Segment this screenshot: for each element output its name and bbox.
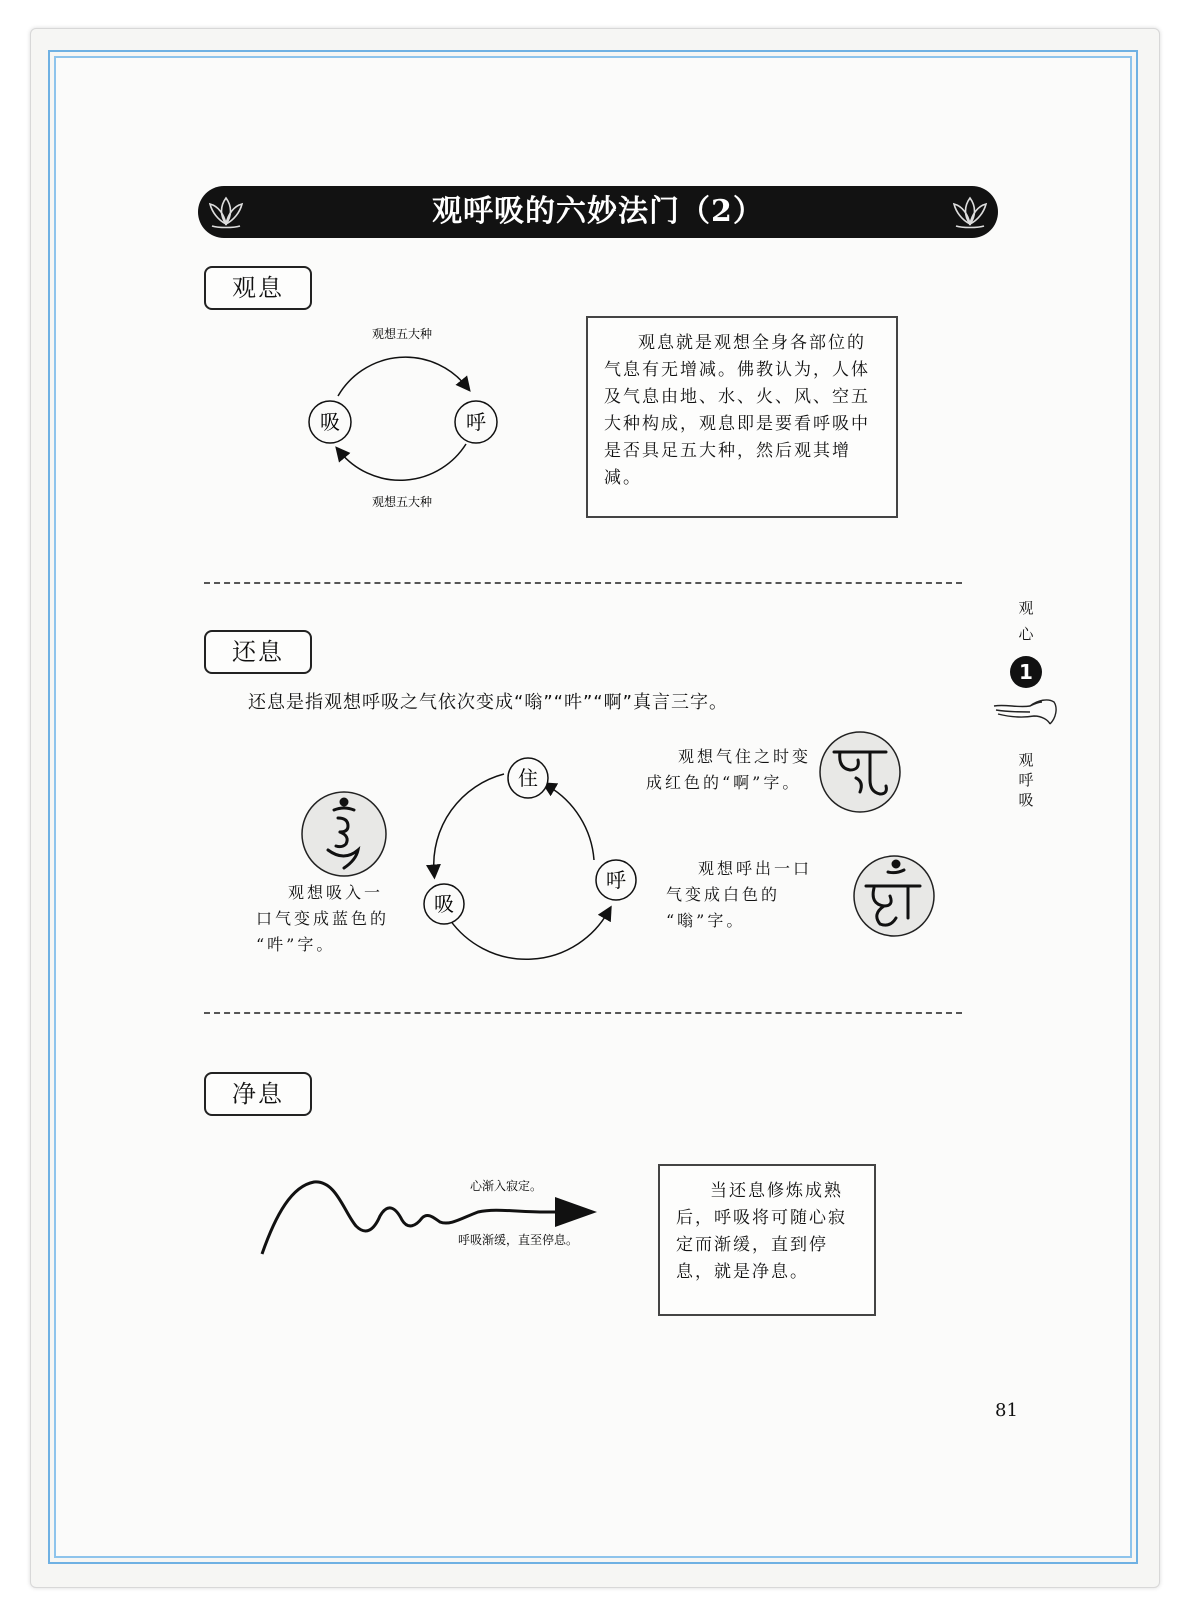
- note-hu: [666, 856, 812, 934]
- wave-label-upper: 心渐入寂定。: [470, 1179, 543, 1193]
- wave-label-lower: 呼吸渐缓，直至停息。: [458, 1233, 579, 1247]
- guanxi-text-box: [586, 316, 898, 518]
- jingxi-paragraph: 当还息修炼成熟后，呼吸将可随心寂定而渐缓，直到停息，就是净息。: [676, 1181, 847, 1282]
- note-xi: [256, 880, 389, 958]
- guanxi-cycle-diagram: [300, 324, 530, 514]
- section-divider: [204, 582, 962, 584]
- lotus-icon: [204, 190, 248, 234]
- ah-syllable-medallion: [816, 728, 904, 816]
- sidebar-char: 吸: [1018, 791, 1034, 809]
- hum-syllable-medallion: [298, 788, 390, 880]
- node-label-zhu: 住: [518, 766, 538, 790]
- section-divider: [204, 1012, 962, 1014]
- node-label-hu: 呼: [606, 868, 626, 892]
- cycle-arrow-xi-to-hu: [450, 912, 608, 959]
- node-label-xi: 吸: [320, 410, 340, 434]
- cycle-arrow-hu-to-zhu: [548, 786, 594, 860]
- note-hu-line: 观想呼出一口: [698, 859, 813, 878]
- page-title-bar: [198, 186, 998, 238]
- sidebar-char: 观: [1018, 599, 1034, 617]
- note-xi-line: 口气变成蓝色的: [256, 909, 390, 928]
- section-tag-guanxi: 观息: [204, 266, 312, 310]
- guanxi-paragraph: 观息就是观想全身各部位的气息有无增减。佛教认为，人体及气息由地、水、火、风、空五大种构成，观息即是要看呼吸中是否具足五大种，然后观其增减。: [604, 333, 870, 488]
- section-tag-jingxi: 净息: [204, 1072, 312, 1116]
- note-hu-line: “嗡”字。: [666, 911, 746, 930]
- sidebar-char: 观: [1018, 751, 1034, 769]
- note-xi-line: 观想吸入一: [288, 883, 384, 902]
- page-number: 81: [995, 1400, 1018, 1421]
- note-zhu: [646, 744, 811, 796]
- huanxi-cycle-diagram: [420, 752, 640, 974]
- node-label-xi: 吸: [434, 892, 454, 916]
- lotus-icon: [948, 190, 992, 234]
- bottom-arrow-label: 观想五大种: [371, 495, 433, 509]
- cycle-arrow-bottom: [340, 444, 466, 480]
- om-syllable-medallion: [850, 852, 938, 940]
- top-arrow-label: 观想五大种: [371, 327, 433, 341]
- open-hand-icon: [990, 690, 1062, 730]
- sidebar-char: 呼: [1018, 771, 1034, 789]
- node-label-hu: 呼: [466, 410, 486, 434]
- breath-wave-diagram: [256, 1168, 616, 1258]
- jingxi-text-box: [658, 1164, 876, 1316]
- cycle-arrow-top: [338, 357, 466, 396]
- section-tag-huanxi: 还息: [204, 630, 312, 674]
- sidebar-char: 心: [1018, 625, 1034, 643]
- note-zhu-line: 成红色的“啊”字。: [646, 773, 802, 792]
- note-hu-line: 气变成白色的: [666, 885, 781, 904]
- page-title: 观呼吸的六妙法门（2）: [432, 194, 764, 229]
- note-xi-line: “吽”字。: [256, 935, 336, 954]
- huanxi-intro: 还息是指观想呼吸之气依次变成“嗡”“吽”“啊”真言三字。: [248, 692, 728, 713]
- chapter-number-badge: 1: [1010, 656, 1042, 688]
- cycle-arrow-zhu-to-xi: [434, 774, 504, 872]
- note-zhu-line: 观想气住之时变: [678, 747, 812, 766]
